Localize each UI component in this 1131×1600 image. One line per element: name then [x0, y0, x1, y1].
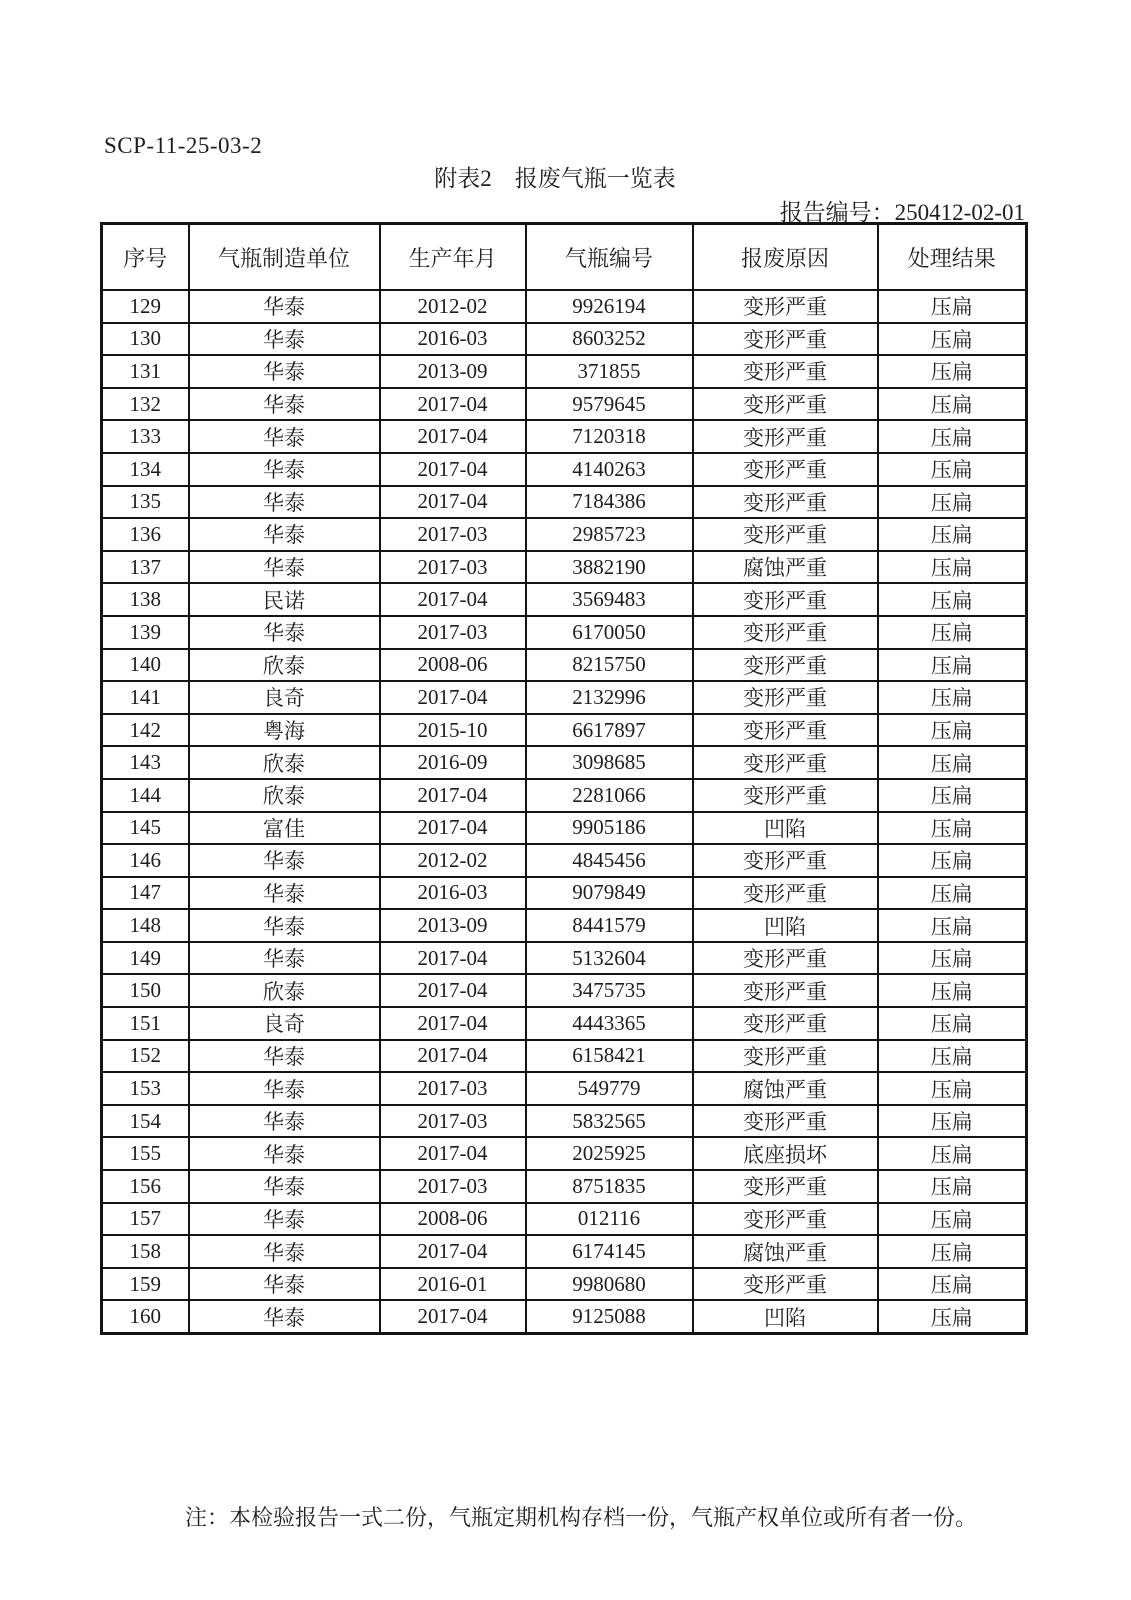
- cell-cylinder-no: 6170050: [526, 616, 693, 649]
- table-row: [102, 583, 1027, 616]
- table-row: [102, 1300, 1027, 1333]
- cell-cylinder-no: 4845456: [526, 844, 693, 877]
- cell-prod-date: 2017-04: [380, 1137, 526, 1170]
- table-row: [102, 1170, 1027, 1203]
- cell-cylinder-no: 012116: [526, 1203, 693, 1236]
- column-header-cylinder-no: 气瓶编号: [526, 224, 693, 291]
- cell-seq: 153: [102, 1072, 189, 1105]
- cell-manufacturer: 华泰: [189, 942, 380, 975]
- cell-result: 压扁: [878, 616, 1027, 649]
- cell-cylinder-no: 9079849: [526, 877, 693, 910]
- cell-cylinder-no: 9905186: [526, 812, 693, 845]
- cell-seq: 145: [102, 812, 189, 845]
- cell-manufacturer: 华泰: [189, 844, 380, 877]
- cell-prod-date: 2015-10: [380, 714, 526, 747]
- report-number-value: 250412-02-01: [894, 200, 1025, 225]
- cell-manufacturer: 华泰: [189, 388, 380, 421]
- cell-seq: 130: [102, 323, 189, 356]
- cell-cylinder-no: 6158421: [526, 1040, 693, 1073]
- cell-scrap-reason: 变形严重: [693, 583, 878, 616]
- table-header-row: [102, 224, 1027, 291]
- cell-cylinder-no: 549779: [526, 1072, 693, 1105]
- cell-seq: 154: [102, 1105, 189, 1138]
- cell-manufacturer: 良奇: [189, 681, 380, 714]
- cell-result: 压扁: [878, 551, 1027, 584]
- cell-result: 压扁: [878, 649, 1027, 682]
- cell-scrap-reason: 变形严重: [693, 388, 878, 421]
- cell-scrap-reason: 变形严重: [693, 616, 878, 649]
- cell-result: 压扁: [878, 1170, 1027, 1203]
- cell-manufacturer: 华泰: [189, 1072, 380, 1105]
- cell-prod-date: 2013-09: [380, 909, 526, 942]
- cell-seq: 160: [102, 1300, 189, 1333]
- cell-prod-date: 2017-03: [380, 1072, 526, 1105]
- cell-scrap-reason: 变形严重: [693, 942, 878, 975]
- table-row: [102, 518, 1027, 551]
- table-row: [102, 812, 1027, 845]
- cell-prod-date: 2016-03: [380, 877, 526, 910]
- cell-manufacturer: 华泰: [189, 1105, 380, 1138]
- cell-prod-date: 2017-04: [380, 1040, 526, 1073]
- cell-manufacturer: 华泰: [189, 420, 380, 453]
- cell-result: 压扁: [878, 844, 1027, 877]
- cell-result: 压扁: [878, 453, 1027, 486]
- table-row: [102, 974, 1027, 1007]
- table-row: [102, 714, 1027, 747]
- cell-seq: 139: [102, 616, 189, 649]
- cell-scrap-reason: 变形严重: [693, 844, 878, 877]
- cell-scrap-reason: 变形严重: [693, 1203, 878, 1236]
- cell-manufacturer: 华泰: [189, 453, 380, 486]
- cell-seq: 135: [102, 486, 189, 519]
- table-row: [102, 1105, 1027, 1138]
- table-row: [102, 486, 1027, 519]
- cell-prod-date: 2017-03: [380, 1105, 526, 1138]
- cell-scrap-reason: 凹陷: [693, 909, 878, 942]
- cell-manufacturer: 华泰: [189, 518, 380, 551]
- cell-cylinder-no: 6174145: [526, 1235, 693, 1268]
- cell-seq: 133: [102, 420, 189, 453]
- cell-scrap-reason: 变形严重: [693, 290, 878, 323]
- cell-cylinder-no: 5132604: [526, 942, 693, 975]
- cell-result: 压扁: [878, 583, 1027, 616]
- cell-seq: 146: [102, 844, 189, 877]
- table-row: [102, 388, 1027, 421]
- cell-seq: 148: [102, 909, 189, 942]
- cell-cylinder-no: 8751835: [526, 1170, 693, 1203]
- cell-cylinder-no: 9980680: [526, 1268, 693, 1301]
- cell-seq: 156: [102, 1170, 189, 1203]
- cell-cylinder-no: 371855: [526, 355, 693, 388]
- table-row: [102, 1203, 1027, 1236]
- cell-result: 压扁: [878, 355, 1027, 388]
- cell-manufacturer: 华泰: [189, 909, 380, 942]
- table-row: [102, 844, 1027, 877]
- cell-prod-date: 2017-04: [380, 1235, 526, 1268]
- cell-result: 压扁: [878, 942, 1027, 975]
- cell-manufacturer: 华泰: [189, 551, 380, 584]
- cell-manufacturer: 华泰: [189, 1040, 380, 1073]
- cell-seq: 155: [102, 1137, 189, 1170]
- cell-cylinder-no: 7184386: [526, 486, 693, 519]
- table-row: [102, 1235, 1027, 1268]
- cell-scrap-reason: 变形严重: [693, 746, 878, 779]
- scrapped-cylinder-table: [100, 222, 1028, 1335]
- cell-manufacturer: 华泰: [189, 1170, 380, 1203]
- cell-scrap-reason: 腐蚀严重: [693, 551, 878, 584]
- table-row: [102, 1137, 1027, 1170]
- report-number-label: 报告编号：: [779, 200, 895, 225]
- cell-result: 压扁: [878, 779, 1027, 812]
- cell-cylinder-no: 2985723: [526, 518, 693, 551]
- cell-scrap-reason: 变形严重: [693, 420, 878, 453]
- table-row: [102, 746, 1027, 779]
- cell-scrap-reason: 变形严重: [693, 974, 878, 1007]
- cell-result: 压扁: [878, 909, 1027, 942]
- cell-scrap-reason: 变形严重: [693, 486, 878, 519]
- cell-seq: 129: [102, 290, 189, 323]
- cell-scrap-reason: 腐蚀严重: [693, 1235, 878, 1268]
- cell-cylinder-no: 3098685: [526, 746, 693, 779]
- cell-scrap-reason: 变形严重: [693, 1105, 878, 1138]
- cell-prod-date: 2017-04: [380, 812, 526, 845]
- cell-prod-date: 2012-02: [380, 844, 526, 877]
- cell-result: 压扁: [878, 1203, 1027, 1236]
- cell-manufacturer: 华泰: [189, 877, 380, 910]
- cell-scrap-reason: 底座损坏: [693, 1137, 878, 1170]
- cell-manufacturer: 华泰: [189, 355, 380, 388]
- cell-cylinder-no: 3475735: [526, 974, 693, 1007]
- cell-cylinder-no: 2132996: [526, 681, 693, 714]
- cell-cylinder-no: 6617897: [526, 714, 693, 747]
- document-code: SCP-11-25-03-2: [104, 133, 263, 158]
- cell-manufacturer: 华泰: [189, 1268, 380, 1301]
- cell-result: 压扁: [878, 290, 1027, 323]
- column-header-result: 处理结果: [878, 224, 1027, 291]
- cell-scrap-reason: 变形严重: [693, 355, 878, 388]
- cell-manufacturer: 华泰: [189, 616, 380, 649]
- cell-scrap-reason: 变形严重: [693, 779, 878, 812]
- cell-result: 压扁: [878, 1268, 1027, 1301]
- cell-seq: 150: [102, 974, 189, 1007]
- cell-prod-date: 2017-04: [380, 453, 526, 486]
- cell-manufacturer: 华泰: [189, 1137, 380, 1170]
- cell-manufacturer: 华泰: [189, 323, 380, 356]
- cell-seq: 138: [102, 583, 189, 616]
- cell-result: 压扁: [878, 877, 1027, 910]
- cell-manufacturer: 欣泰: [189, 746, 380, 779]
- cell-manufacturer: 华泰: [189, 290, 380, 323]
- cell-seq: 141: [102, 681, 189, 714]
- cell-scrap-reason: 变形严重: [693, 323, 878, 356]
- cell-result: 压扁: [878, 486, 1027, 519]
- cell-cylinder-no: 4140263: [526, 453, 693, 486]
- cell-seq: 159: [102, 1268, 189, 1301]
- cell-cylinder-no: 2281066: [526, 779, 693, 812]
- cell-manufacturer: 民诺: [189, 583, 380, 616]
- cell-result: 压扁: [878, 420, 1027, 453]
- cell-scrap-reason: 凹陷: [693, 1300, 878, 1333]
- cell-cylinder-no: 3569483: [526, 583, 693, 616]
- cell-seq: 140: [102, 649, 189, 682]
- cell-result: 压扁: [878, 1072, 1027, 1105]
- cell-scrap-reason: 变形严重: [693, 877, 878, 910]
- table-row: [102, 323, 1027, 356]
- cell-prod-date: 2017-04: [380, 681, 526, 714]
- column-header-prod-date: 生产年月: [380, 224, 526, 291]
- cell-cylinder-no: 8603252: [526, 323, 693, 356]
- table-row: [102, 1007, 1027, 1040]
- cell-prod-date: 2017-04: [380, 420, 526, 453]
- cell-prod-date: 2013-09: [380, 355, 526, 388]
- cell-seq: 157: [102, 1203, 189, 1236]
- cell-seq: 142: [102, 714, 189, 747]
- cell-cylinder-no: 3882190: [526, 551, 693, 584]
- cell-prod-date: 2017-04: [380, 1007, 526, 1040]
- table-row: [102, 453, 1027, 486]
- table-header: [102, 224, 1027, 291]
- cell-seq: 158: [102, 1235, 189, 1268]
- table-row: [102, 420, 1027, 453]
- cell-prod-date: 2017-04: [380, 583, 526, 616]
- cell-manufacturer: 华泰: [189, 1300, 380, 1333]
- cell-prod-date: 2017-04: [380, 486, 526, 519]
- cell-manufacturer: 华泰: [189, 1235, 380, 1268]
- table-row: [102, 681, 1027, 714]
- cell-scrap-reason: 变形严重: [693, 681, 878, 714]
- cell-prod-date: 2008-06: [380, 1203, 526, 1236]
- cell-prod-date: 2017-04: [380, 1300, 526, 1333]
- cell-prod-date: 2017-04: [380, 942, 526, 975]
- cell-result: 压扁: [878, 388, 1027, 421]
- table-row: [102, 1040, 1027, 1073]
- cell-scrap-reason: 凹陷: [693, 812, 878, 845]
- cell-seq: 143: [102, 746, 189, 779]
- table-row: [102, 909, 1027, 942]
- cell-cylinder-no: 9579645: [526, 388, 693, 421]
- cell-scrap-reason: 变形严重: [693, 1268, 878, 1301]
- cell-seq: 136: [102, 518, 189, 551]
- cell-cylinder-no: 9926194: [526, 290, 693, 323]
- column-header-scrap-reason: 报废原因: [693, 224, 878, 291]
- cell-scrap-reason: 变形严重: [693, 649, 878, 682]
- table-row: [102, 779, 1027, 812]
- cell-prod-date: 2008-06: [380, 649, 526, 682]
- cell-cylinder-no: 5832565: [526, 1105, 693, 1138]
- table-row: [102, 1072, 1027, 1105]
- table-row: [102, 355, 1027, 388]
- cell-manufacturer: 欣泰: [189, 779, 380, 812]
- cell-cylinder-no: 4443365: [526, 1007, 693, 1040]
- cylinder-table-body: [102, 290, 1027, 1334]
- page-title: 附表2 报废气瓶一览表: [434, 166, 676, 191]
- table-row: [102, 942, 1027, 975]
- cell-manufacturer: 欣泰: [189, 974, 380, 1007]
- cell-prod-date: 2016-09: [380, 746, 526, 779]
- cell-seq: 134: [102, 453, 189, 486]
- cell-manufacturer: 华泰: [189, 486, 380, 519]
- table-row: [102, 877, 1027, 910]
- cell-result: 压扁: [878, 1040, 1027, 1073]
- cell-seq: 144: [102, 779, 189, 812]
- cell-manufacturer: 粤海: [189, 714, 380, 747]
- cell-cylinder-no: 2025925: [526, 1137, 693, 1170]
- cell-cylinder-no: 7120318: [526, 420, 693, 453]
- cell-scrap-reason: 变形严重: [693, 518, 878, 551]
- cell-result: 压扁: [878, 518, 1027, 551]
- cell-scrap-reason: 变形严重: [693, 1040, 878, 1073]
- cell-manufacturer: 华泰: [189, 1203, 380, 1236]
- column-header-seq: 序号: [102, 224, 189, 291]
- cell-prod-date: 2016-01: [380, 1268, 526, 1301]
- cell-result: 压扁: [878, 323, 1027, 356]
- cell-prod-date: 2017-04: [380, 974, 526, 1007]
- cell-scrap-reason: 腐蚀严重: [693, 1072, 878, 1105]
- cell-result: 压扁: [878, 1137, 1027, 1170]
- cell-prod-date: 2017-03: [380, 518, 526, 551]
- table-row: [102, 649, 1027, 682]
- cell-seq: 152: [102, 1040, 189, 1073]
- column-header-manufacturer: 气瓶制造单位: [189, 224, 380, 291]
- cell-scrap-reason: 变形严重: [693, 1170, 878, 1203]
- cell-prod-date: 2016-03: [380, 323, 526, 356]
- table-row: [102, 551, 1027, 584]
- cell-result: 压扁: [878, 746, 1027, 779]
- cell-result: 压扁: [878, 1300, 1027, 1333]
- cell-prod-date: 2017-03: [380, 616, 526, 649]
- cell-scrap-reason: 变形严重: [693, 453, 878, 486]
- cell-cylinder-no: 8215750: [526, 649, 693, 682]
- cell-scrap-reason: 变形严重: [693, 1007, 878, 1040]
- cell-result: 压扁: [878, 1235, 1027, 1268]
- cell-prod-date: 2017-03: [380, 1170, 526, 1203]
- table-row: [102, 616, 1027, 649]
- cell-manufacturer: 欣泰: [189, 649, 380, 682]
- cell-seq: 151: [102, 1007, 189, 1040]
- table-row: [102, 290, 1027, 323]
- cell-prod-date: 2017-04: [380, 388, 526, 421]
- table-row: [102, 1268, 1027, 1301]
- cell-scrap-reason: 变形严重: [693, 714, 878, 747]
- cell-cylinder-no: 9125088: [526, 1300, 693, 1333]
- cell-result: 压扁: [878, 1007, 1027, 1040]
- cell-seq: 137: [102, 551, 189, 584]
- cell-prod-date: 2012-02: [380, 290, 526, 323]
- cell-seq: 147: [102, 877, 189, 910]
- cell-result: 压扁: [878, 974, 1027, 1007]
- cell-cylinder-no: 8441579: [526, 909, 693, 942]
- footer-note: 注：本检验报告一式二份，气瓶定期机构存档一份，气瓶产权单位或所有者一份。: [185, 1505, 978, 1530]
- cell-prod-date: 2017-03: [380, 551, 526, 584]
- cell-manufacturer: 良奇: [189, 1007, 380, 1040]
- cell-result: 压扁: [878, 1105, 1027, 1138]
- cell-seq: 131: [102, 355, 189, 388]
- cell-result: 压扁: [878, 681, 1027, 714]
- cell-seq: 132: [102, 388, 189, 421]
- cell-result: 压扁: [878, 714, 1027, 747]
- cell-prod-date: 2017-04: [380, 779, 526, 812]
- cell-manufacturer: 富佳: [189, 812, 380, 845]
- cell-result: 压扁: [878, 812, 1027, 845]
- cell-seq: 149: [102, 942, 189, 975]
